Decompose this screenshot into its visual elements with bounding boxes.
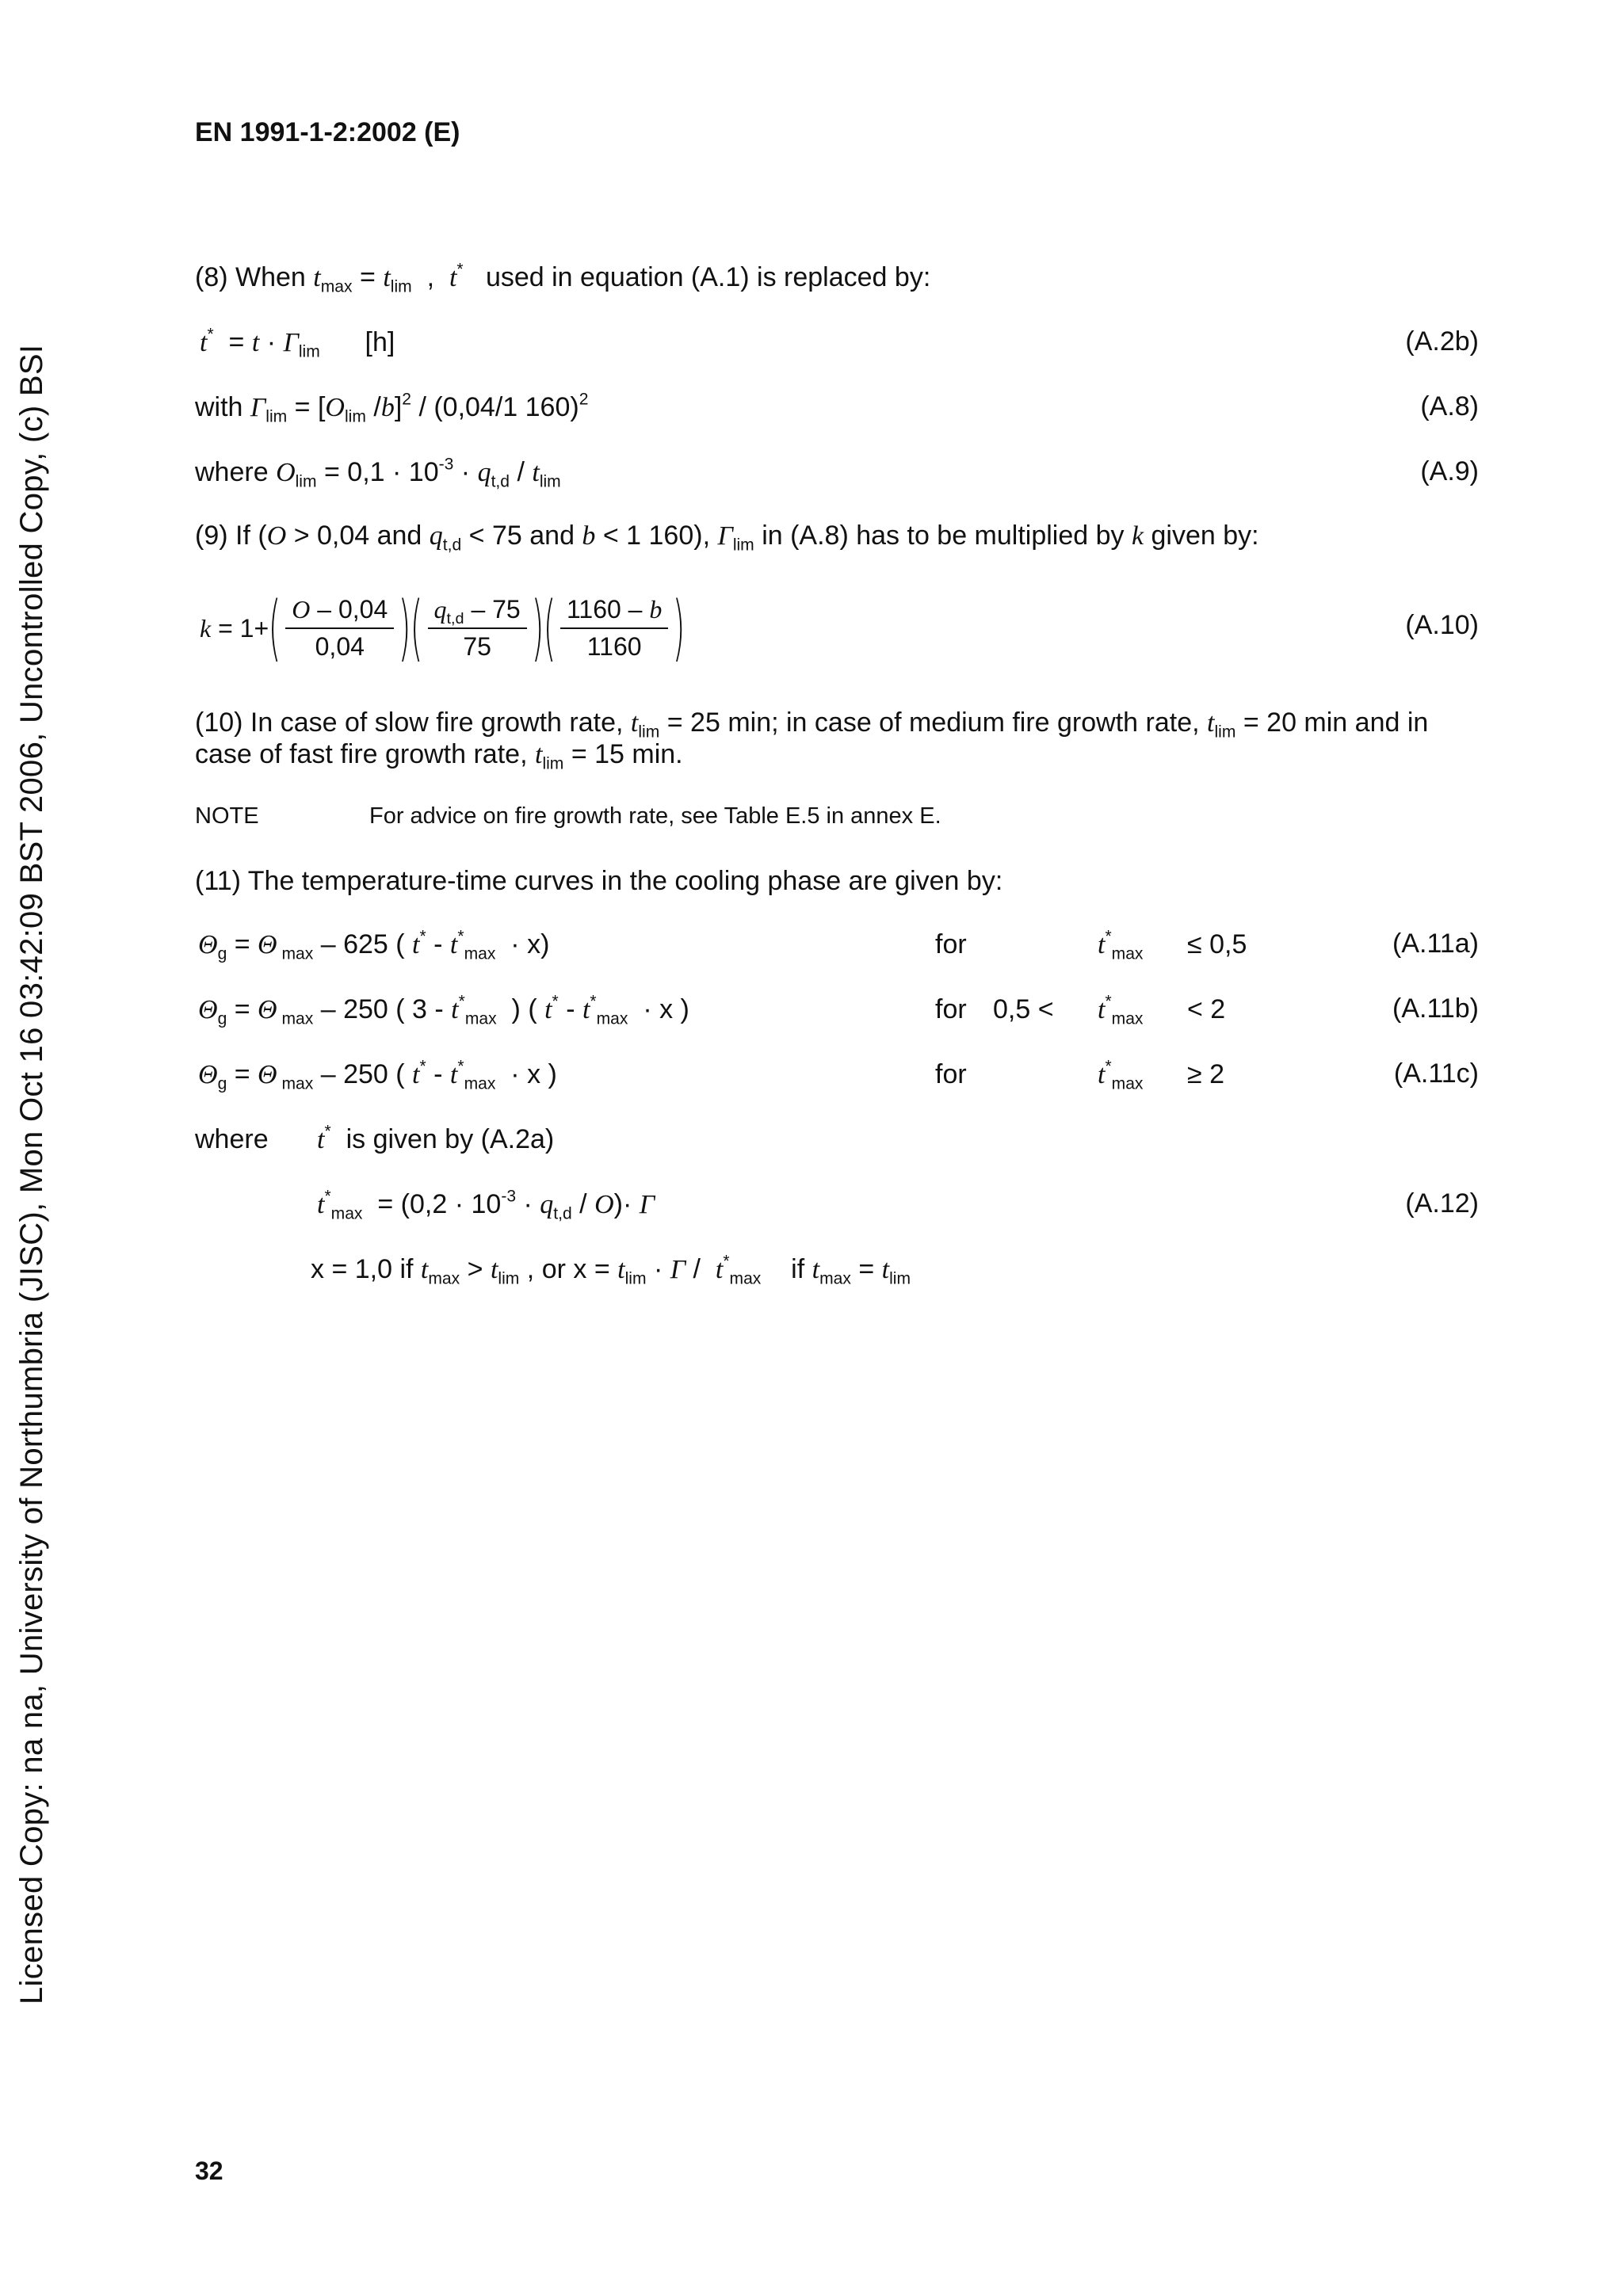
label-a11c: (A.11c) <box>1393 1058 1479 1089</box>
a11b-op: < 2 <box>1187 994 1226 1024</box>
a11a-for: for <box>935 929 967 959</box>
label-a8: (A.8) <box>1420 391 1479 421</box>
equation-a11a: $\Theta_g = \Theta$ $_{max}$ – 625 ( $t^* - t^*_{max} \cdot x$) <box>198 927 550 963</box>
label-a10: (A.10) <box>1405 610 1479 640</box>
a11b-tmax: $t^*_{max}$ <box>1098 992 1144 1028</box>
note-text: For advice on fire growth rate, see Table E.5 in annex E. <box>369 803 941 829</box>
equation-a2b: $t^* = t \cdot \Gamma_{lim}$ [h] <box>200 325 395 361</box>
para-11: (11) The temperature-time curves in the cooling phase are given by: <box>195 866 1003 896</box>
a2b-unit: [h] <box>365 327 395 357</box>
equation-a10: k = 1+ ( $\frac{O - 0,04}{0,04}$ ) ( $\frac{q_{t,d} - 75}{75}$ ) ( $\frac{1160 - b}{1160}$ ) <box>200 586 685 669</box>
page-number: 32 <box>195 2157 223 2185</box>
para-10-line2: case of fast fire growth rate, $t_{lim} = 15$ min. <box>195 739 683 773</box>
equation-a11c: $\Theta_g = \Theta$ $_{max}$ – 250 ( $t^* - t^*_{max} \cdot x$ ) <box>198 1057 557 1093</box>
equation-a12: $t^*_{max} = (0,2 \cdot 10^{-3} \cdot q_{t,d} / O)\cdot \Gamma$ <box>317 1187 655 1223</box>
a8-prefix: with <box>195 392 243 422</box>
para-8-lead: (8) When <box>195 262 306 292</box>
para-10-line1: (10) In case of slow fire growth rate, $t_{lim} = 25$ min; in case of medium fire growth rate, $t_{lim} = 20$ min and in <box>195 707 1429 742</box>
where-t-star: t* is given by (A.2a) <box>317 1122 555 1154</box>
a11b-for: for <box>935 994 967 1024</box>
a11a-tmax: $t^*_{max}$ <box>1098 927 1144 963</box>
label-a12: (A.12) <box>1405 1188 1479 1219</box>
x-definition: x = 1,0 if $t_{max} > t_{lim}$ , or $x = t_{lim} \cdot \Gamma / t^*_{max}$ if $t_{max} = t_{lim}$ <box>311 1252 911 1288</box>
para-8: (8) When $t_{max} = t_{lim}$ , t* used in equation (A.1) is replaced by: <box>195 260 931 296</box>
document-header: EN 1991-1-2:2002 (E) <box>195 117 460 147</box>
a11c-op: ≥ 2 <box>1187 1059 1225 1089</box>
label-a9: (A.9) <box>1420 456 1479 486</box>
para-9-lead: (9) If <box>195 521 250 551</box>
a9-prefix: where <box>195 457 269 487</box>
equation-a11b: $\Theta_g = \Theta$ $_{max}$ – 250 ( $3 - t^*_{max}$ ) ( $t^* - t^*_{max} \cdot x$ ) <box>198 992 689 1028</box>
a11a-op: ≤ 0,5 <box>1187 929 1247 959</box>
license-watermark: Licensed Copy: na na, University of Northumbria (JISC), Mon Oct 16 03:42:09 BST 2006, Uncontrolled Copy, (c) BSI <box>14 344 49 2004</box>
where-prefix: where <box>195 1124 269 1154</box>
note-label: NOTE <box>195 803 259 829</box>
a11b-cond: 0,5 < <box>993 994 1054 1024</box>
a11c-for: for <box>935 1059 967 1089</box>
label-a2b: (A.2b) <box>1405 326 1479 357</box>
label-a11b: (A.11b) <box>1392 994 1479 1024</box>
a11c-tmax: $t^*_{max}$ <box>1098 1057 1144 1093</box>
para-8-tail: used in equation (A.1) is replaced by: <box>485 262 931 292</box>
equation-a9: where $O_{lim} = 0,1 \cdot 10^{-3} \cdot q_{t,d} / t_{lim}$ <box>195 455 561 491</box>
label-a11a: (A.11a) <box>1392 929 1479 959</box>
equation-a8: with $\Gamma_{lim} = [O_{lim}$ /b]$^2$ / (0,04/1 160)$^2$ <box>195 390 589 426</box>
para-9: (9) If (O > 0,04 and $q_{t,d} < 75$ and b < 1 160), $\Gamma_{lim}$ in (A.8) has to be multiplied by k given by: <box>195 521 1259 555</box>
